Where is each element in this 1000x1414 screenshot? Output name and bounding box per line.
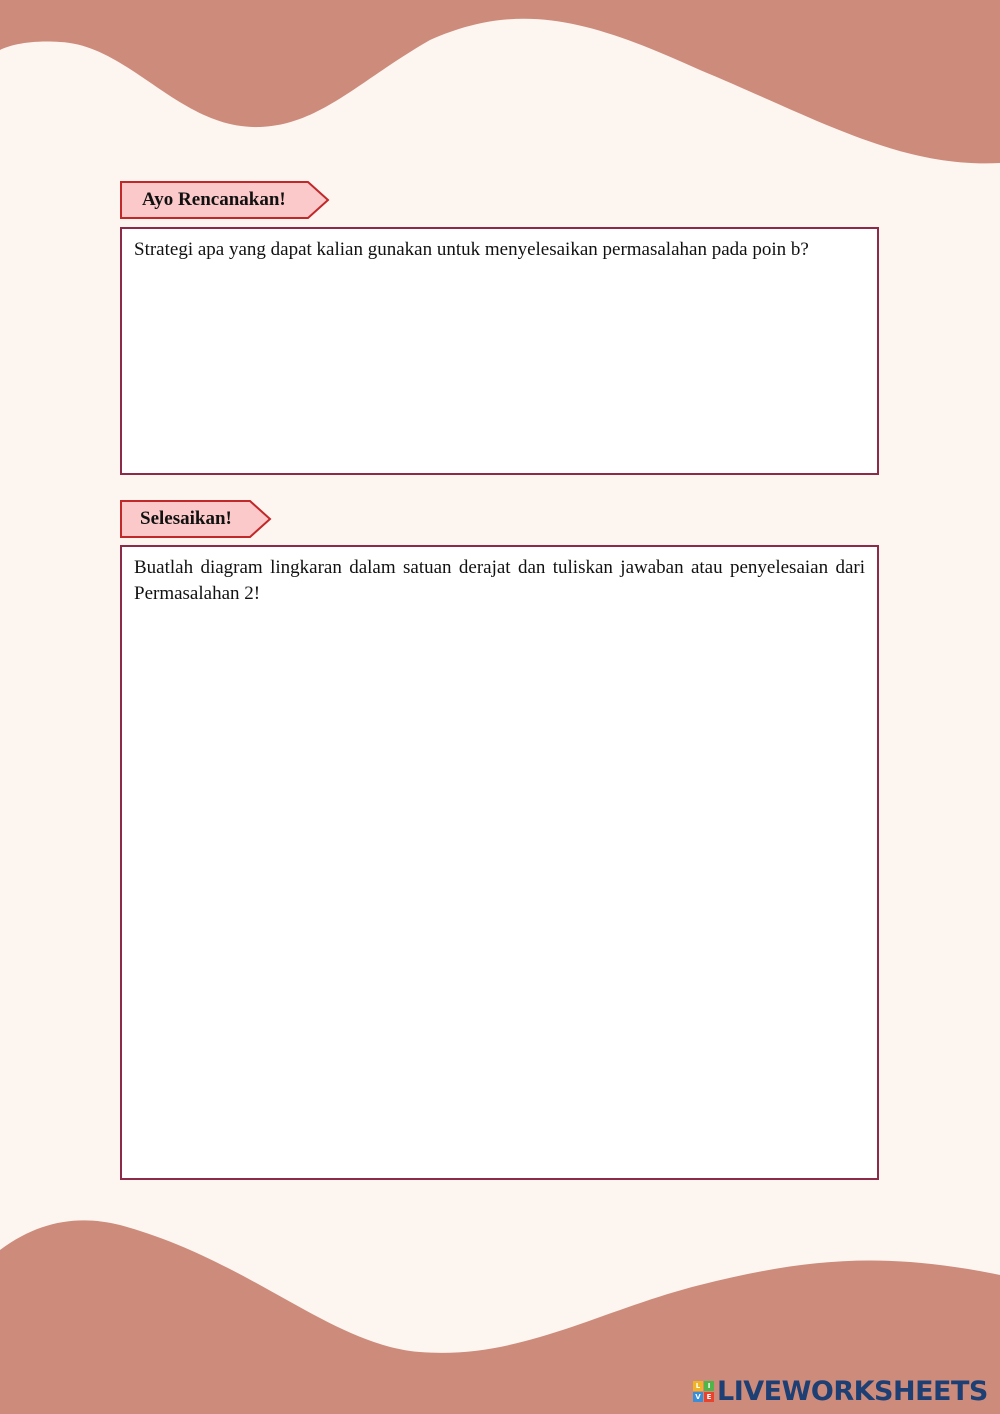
section-tag-solve [120,500,272,538]
top-wave-decoration [0,0,1000,170]
section-tag-plan [120,181,330,219]
plan-answer-box[interactable] [120,227,879,475]
section-title-solve: Selesaikan! [140,508,232,529]
solve-answer-box[interactable] [120,545,879,1180]
brand-name: LIVEWORKSHEETS [717,1375,988,1407]
logo-letter-i: I [704,1381,714,1391]
plan-question-text: Strategi apa yang dapat kalian gunakan untuk menyelesaikan permasalahan pada poin b? [134,239,809,260]
logo-letter-v: V [693,1392,703,1402]
logo-letter-e: E [704,1392,714,1402]
logo-letter-l: L [693,1381,703,1391]
section-title-plan: Ayo Rencanakan! [142,189,286,210]
solve-question-text: Buatlah diagram lingkaran dalam satuan derajat dan tuliskan jawaban atau penyelesaian dari Permasalahan 2! [134,557,865,604]
liveworksheets-brand [693,1376,988,1406]
liveworksheets-logo-icon [693,1381,714,1402]
